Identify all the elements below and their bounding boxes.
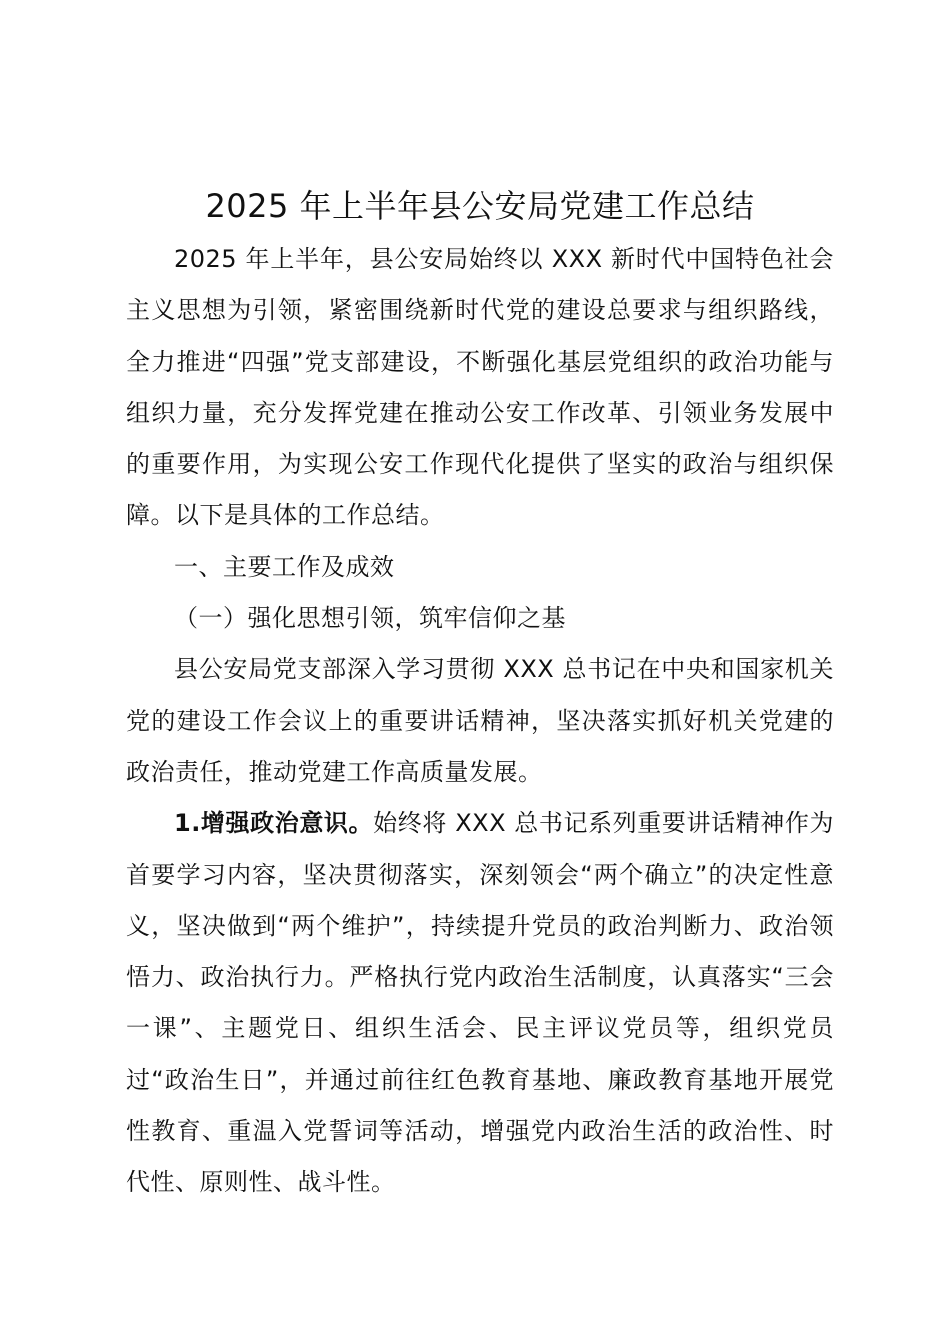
document-title: 2025 年上半年县公安局党建工作总结 <box>205 187 755 225</box>
point-paragraph <box>126 798 834 1208</box>
subsection-heading: （一）强化思想引领，筑牢信仰之基 <box>174 604 566 633</box>
section-heading: 一、主要工作及成效 <box>174 552 395 581</box>
point-lead: 1.增强政治意识。 <box>174 809 374 838</box>
document-page <box>126 178 834 1209</box>
point-body: 始终将 XXX 总书记系列重要讲话精神作为首要学习内容，坚决贯彻落实，深刻领会“两个确立”的决定性意义，坚决做到“两个维护”，持续提升党员的政治判断力、政治领悟力、政治执行力。严格执行党内政治生活制度，认真落实“三会一课”、主题党日、组织生活会、民主评议党员等，组织党员过“政治生日”，并通过前往红色教育基地、廉政教育基地开展党性教育、重温入党誓词等活动，增强党内政治生活的政治性、时代性、原则性、战斗性。 <box>126 809 834 1197</box>
subsection-paragraph: 县公安局党支部深入学习贯彻 XXX 总书记在中央和国家机关党的建设工作会议上的重要讲话精神，坚决落实抓好机关党建的政治责任，推动党建工作高质量发展。 <box>126 655 834 786</box>
intro-paragraph: 2025 年上半年，县公安局始终以 XXX 新时代中国特色社会主义思想为引领，紧密围绕新时代党的建设总要求与组织路线，全力推进“四强”党支部建设，不断强化基层党组织的政治功能与组织力量，充分发挥党建在推动公安工作改革、引领业务发展中的重要作用，为实现公安工作现代化提供了坚实的政治与组织保障。以下是具体的工作总结。 <box>126 245 834 530</box>
